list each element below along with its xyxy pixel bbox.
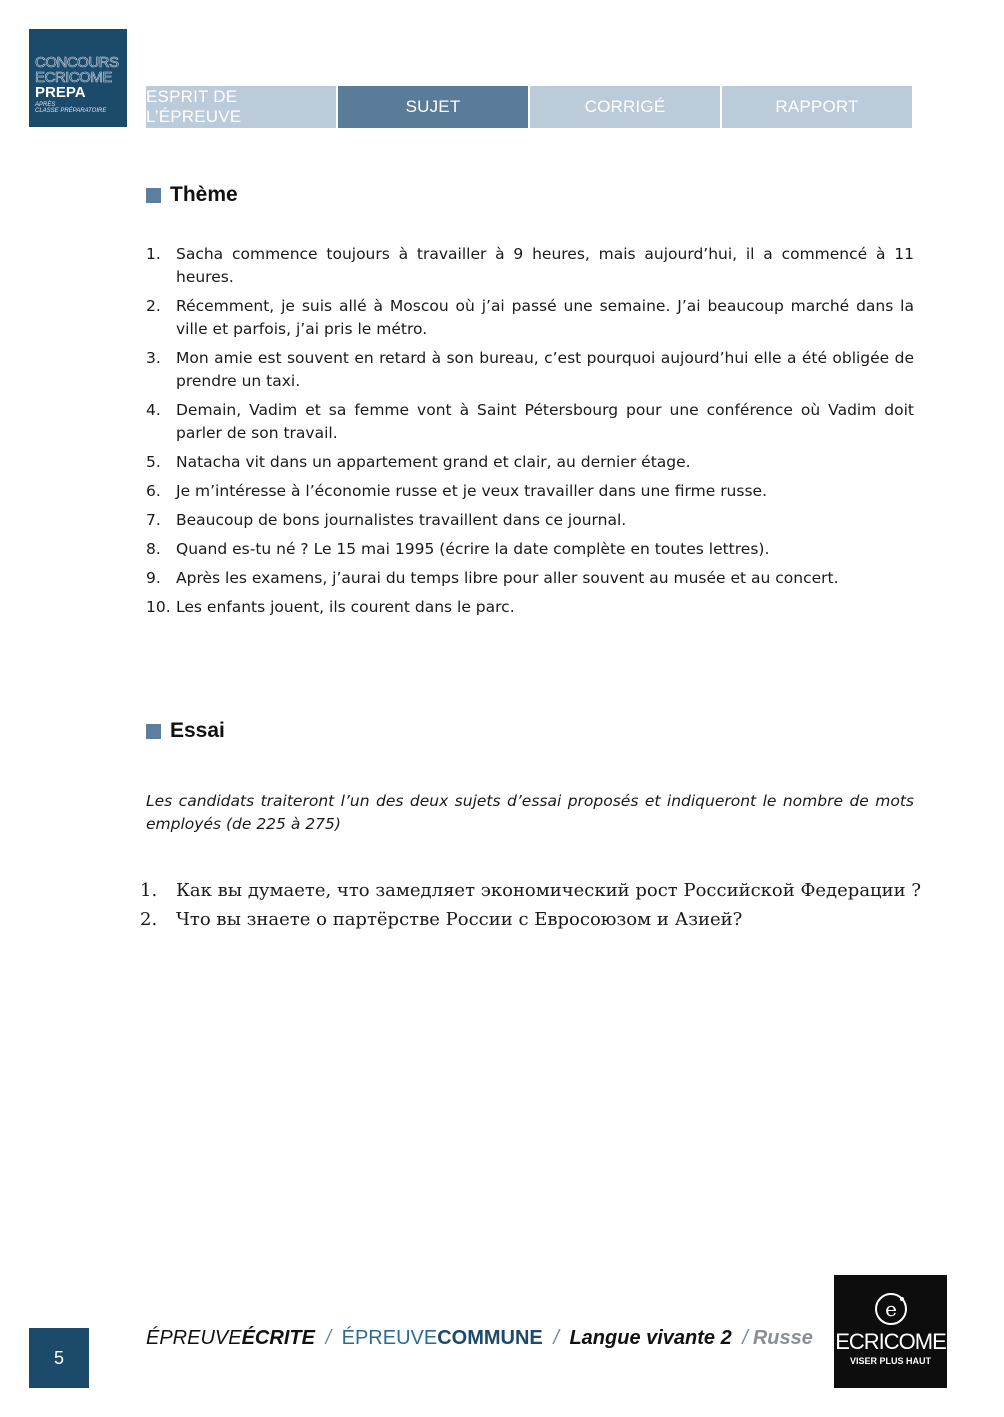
list-item xyxy=(146,596,914,619)
logo-prepa-text: PREPA xyxy=(35,84,86,101)
logo-ecricome-text: ECRICOME xyxy=(35,69,112,86)
item-number: 4. xyxy=(146,401,161,419)
tab-sujet[interactable]: SUJET xyxy=(338,86,528,128)
item-number: 9. xyxy=(146,569,161,587)
essai-instructions: Les candidats traiteront l’un des deux sujets d’essai proposés et indiqueront le nombre de mots employés (de 225 à 275) xyxy=(146,792,914,833)
item-number: 7. xyxy=(146,511,161,529)
item-text: Mon amie est souvent en retard à son bureau, c’est pourquoi aujourd’hui elle a été obligée de prendre un taxi. xyxy=(176,349,914,390)
list-item xyxy=(140,905,921,934)
logo-small-line1: APRÈS xyxy=(35,102,56,108)
theme-heading xyxy=(146,183,238,207)
item-number: 1. xyxy=(140,880,158,901)
item-text: Récemment, je suis allé à Moscou où j’ai passé une semaine. J’ai beaucoup marché dans la ville et parfois, j’ai pris le métro. xyxy=(176,297,914,338)
list-item xyxy=(146,295,914,341)
theme-list xyxy=(146,243,914,625)
tab-esprit[interactable]: ESPRIT DE L’ÉPREUVE xyxy=(146,86,336,128)
tab-rapport[interactable]: RAPPORT xyxy=(722,86,912,128)
tab-corrige[interactable]: CORRIGÉ xyxy=(530,86,720,128)
item-text: Что вы знаете о партёрстве России с Евросоюзом и Азией? xyxy=(176,909,743,930)
item-text: Как вы думаете, что замедляет экономический рост Российской Федерации ? xyxy=(176,880,921,901)
item-number: 2. xyxy=(140,909,158,930)
list-item xyxy=(146,399,914,445)
list-item xyxy=(146,480,914,503)
brand-name: ECRICOME xyxy=(835,1329,946,1354)
footer-langue: Langue vivante 2 xyxy=(569,1327,732,1349)
item-number: 3. xyxy=(146,349,161,367)
footer-separator: / xyxy=(742,1327,748,1349)
item-text: Les enfants jouent, ils courent dans le parc. xyxy=(176,598,515,616)
item-number: 10. xyxy=(146,598,171,616)
list-item xyxy=(146,538,914,561)
item-text: Demain, Vadim et sa femme vont à Saint Pétersbourg pour une conférence où Vadim doit parler de son travail. xyxy=(176,401,914,442)
footer-separator: / xyxy=(553,1327,559,1349)
item-text: Je m’intéresse à l’économie russe et je veux travailler dans une firme russe. xyxy=(176,482,767,500)
logo-subtitle xyxy=(35,102,127,114)
item-text: Beaucoup de bons journalistes travaillent dans ce journal. xyxy=(176,511,627,529)
list-item xyxy=(140,876,921,905)
list-item xyxy=(146,451,914,474)
svg-text:e: e xyxy=(884,1297,897,1321)
item-number: 6. xyxy=(146,482,161,500)
concours-logo xyxy=(29,29,127,127)
footer-breadcrumb xyxy=(146,1327,813,1350)
item-number: 1. xyxy=(146,245,161,263)
footer-separator: / xyxy=(325,1327,332,1349)
footer-commune: COMMUNE xyxy=(437,1327,543,1349)
page-number: 5 xyxy=(29,1328,89,1388)
ecricome-brand-logo xyxy=(834,1275,947,1388)
item-number: 2. xyxy=(146,297,161,315)
list-item xyxy=(146,347,914,393)
list-item xyxy=(146,509,914,532)
footer-russe: Russe xyxy=(752,1327,813,1349)
footer-ecrite: ÉCRITE xyxy=(241,1327,315,1349)
brand-slogan: VISER PLUS HAUT xyxy=(849,1356,931,1366)
square-bullet-icon xyxy=(146,188,161,203)
logo-small-line2: CLASSE PRÉPARATOIRE xyxy=(35,108,107,114)
item-number: 8. xyxy=(146,540,161,558)
logo-concours-text: CONCOURS xyxy=(35,54,119,71)
item-text: Quand es-tu né ? Le 15 mai 1995 (écrire la date complète en toutes lettres). xyxy=(176,540,770,558)
essai-list xyxy=(140,876,921,934)
item-number: 5. xyxy=(146,453,161,471)
essai-heading xyxy=(146,719,225,743)
list-item xyxy=(146,243,914,289)
ecricome-e-icon xyxy=(834,1291,947,1331)
footer-epreuve-2: ÉPREUVE xyxy=(341,1327,438,1349)
item-text: Après les examens, j’aurai du temps libre pour aller souvent au musée et au concert. xyxy=(176,569,839,587)
list-item xyxy=(146,567,914,590)
item-text: Sacha commence toujours à travailler à 9 heures, mais aujourd’hui, il a commencé à 11 heures. xyxy=(176,245,914,286)
essai-title: Essai xyxy=(170,719,225,742)
item-text: Natacha vit dans un appartement grand et clair, au dernier étage. xyxy=(176,453,691,471)
footer-epreuve: ÉPREUVE xyxy=(146,1327,242,1349)
square-bullet-icon xyxy=(146,724,161,739)
section-tabs xyxy=(146,86,912,128)
theme-title: Thème xyxy=(170,183,238,206)
